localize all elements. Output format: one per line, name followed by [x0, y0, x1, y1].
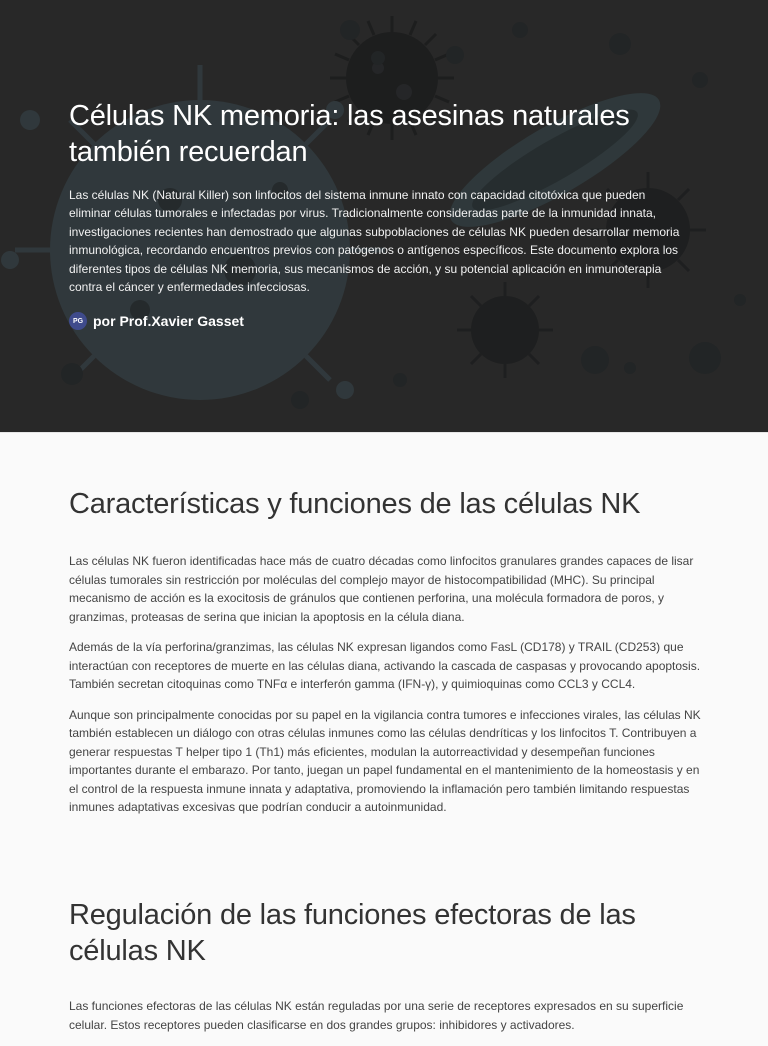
- hero-banner: [0, 0, 768, 433]
- paragraph: Aunque son principalmente conocidas por su papel en la vigilancia contra tumores e infecciones virales, las células NK también establecen un diálogo con otras células inmunes como las células dendríticas y los linfocitos T. Contribuyen a generar respuestas T helper tipo 1 (Th1) más eficientes, modulan la autorreactividad y desempeñan funciones importantes durante el embarazo. Por tanto, juegan un papel fundamental en el mantenimiento de la homeostasis y en el control de la respuesta inmune innata y adaptativa, promoviendo la inflamación pero también limitando respuestas inmunes adaptativas excesivas que podrían conducir a autoinmunidad.: [69, 707, 701, 814]
- paragraph: Además de la vía perforina/granzimas, las células NK expresan ligandos como FasL (CD178) y TRAIL (CD253) que interactúan con receptores de muerte en las células diana, activando la cascada de caspasas y provocando apoptosis. También secretan citoquinas como TNFα e interferón gamma (IFN-γ), y quimioquinas como CCL3 y CCL4.: [69, 640, 701, 691]
- document-title: Células NK memoria: las asesinas naturales también recuerdan: [69, 100, 630, 168]
- document-abstract: Las células NK (Natural Killer) son linfocitos del sistema inmune innato con capacidad citotóxica que pueden eliminar células tumorales e infectadas por virus. Tradicionalmente consideradas parte de la inmunidad innata, investigaciones recientes han demostrado que algunas subpoblaciones de células NK pueden desarrollar memoria inmunológica, recordando encuentros previos con patógenos o antígenos específicos. Este documento explora los diferentes tipos de células NK memoria, sus mecanismos de acción, y su potencial aplicación en inmunoterapia contra el cáncer y enfermedades infecciosas.: [69, 188, 680, 295]
- author-avatar: PG: [69, 312, 87, 330]
- section-heading: Características y funciones de las células NK: [69, 488, 641, 520]
- paragraph: Las funciones efectoras de las células NK están reguladas por una serie de receptores expresados en su superficie celular. Estos receptores pueden clasificarse en dos grandes grupos: inhibidores y activadores.: [69, 999, 684, 1032]
- author-byline[interactable]: [69, 312, 689, 330]
- section-heading: Regulación de las funciones efectoras de las células NK: [69, 899, 636, 967]
- paragraph: Las células NK fueron identificadas hace más de cuatro décadas como linfocitos granulares grandes capaces de lisar células tumorales sin restricción por moléculas del complejo mayor de histocompatibilidad (MHC). Su principal mecanismo de acción es la exocitosis de gránulos que contienen perforina, una molécula formadora de poros, y granzimas, proteasas de serina que inician la apoptosis en la célula diana.: [69, 554, 694, 624]
- section-nk-characteristics: [69, 486, 701, 829]
- author-name: por Prof.Xavier Gasset: [93, 313, 244, 330]
- hero-content: [69, 98, 689, 330]
